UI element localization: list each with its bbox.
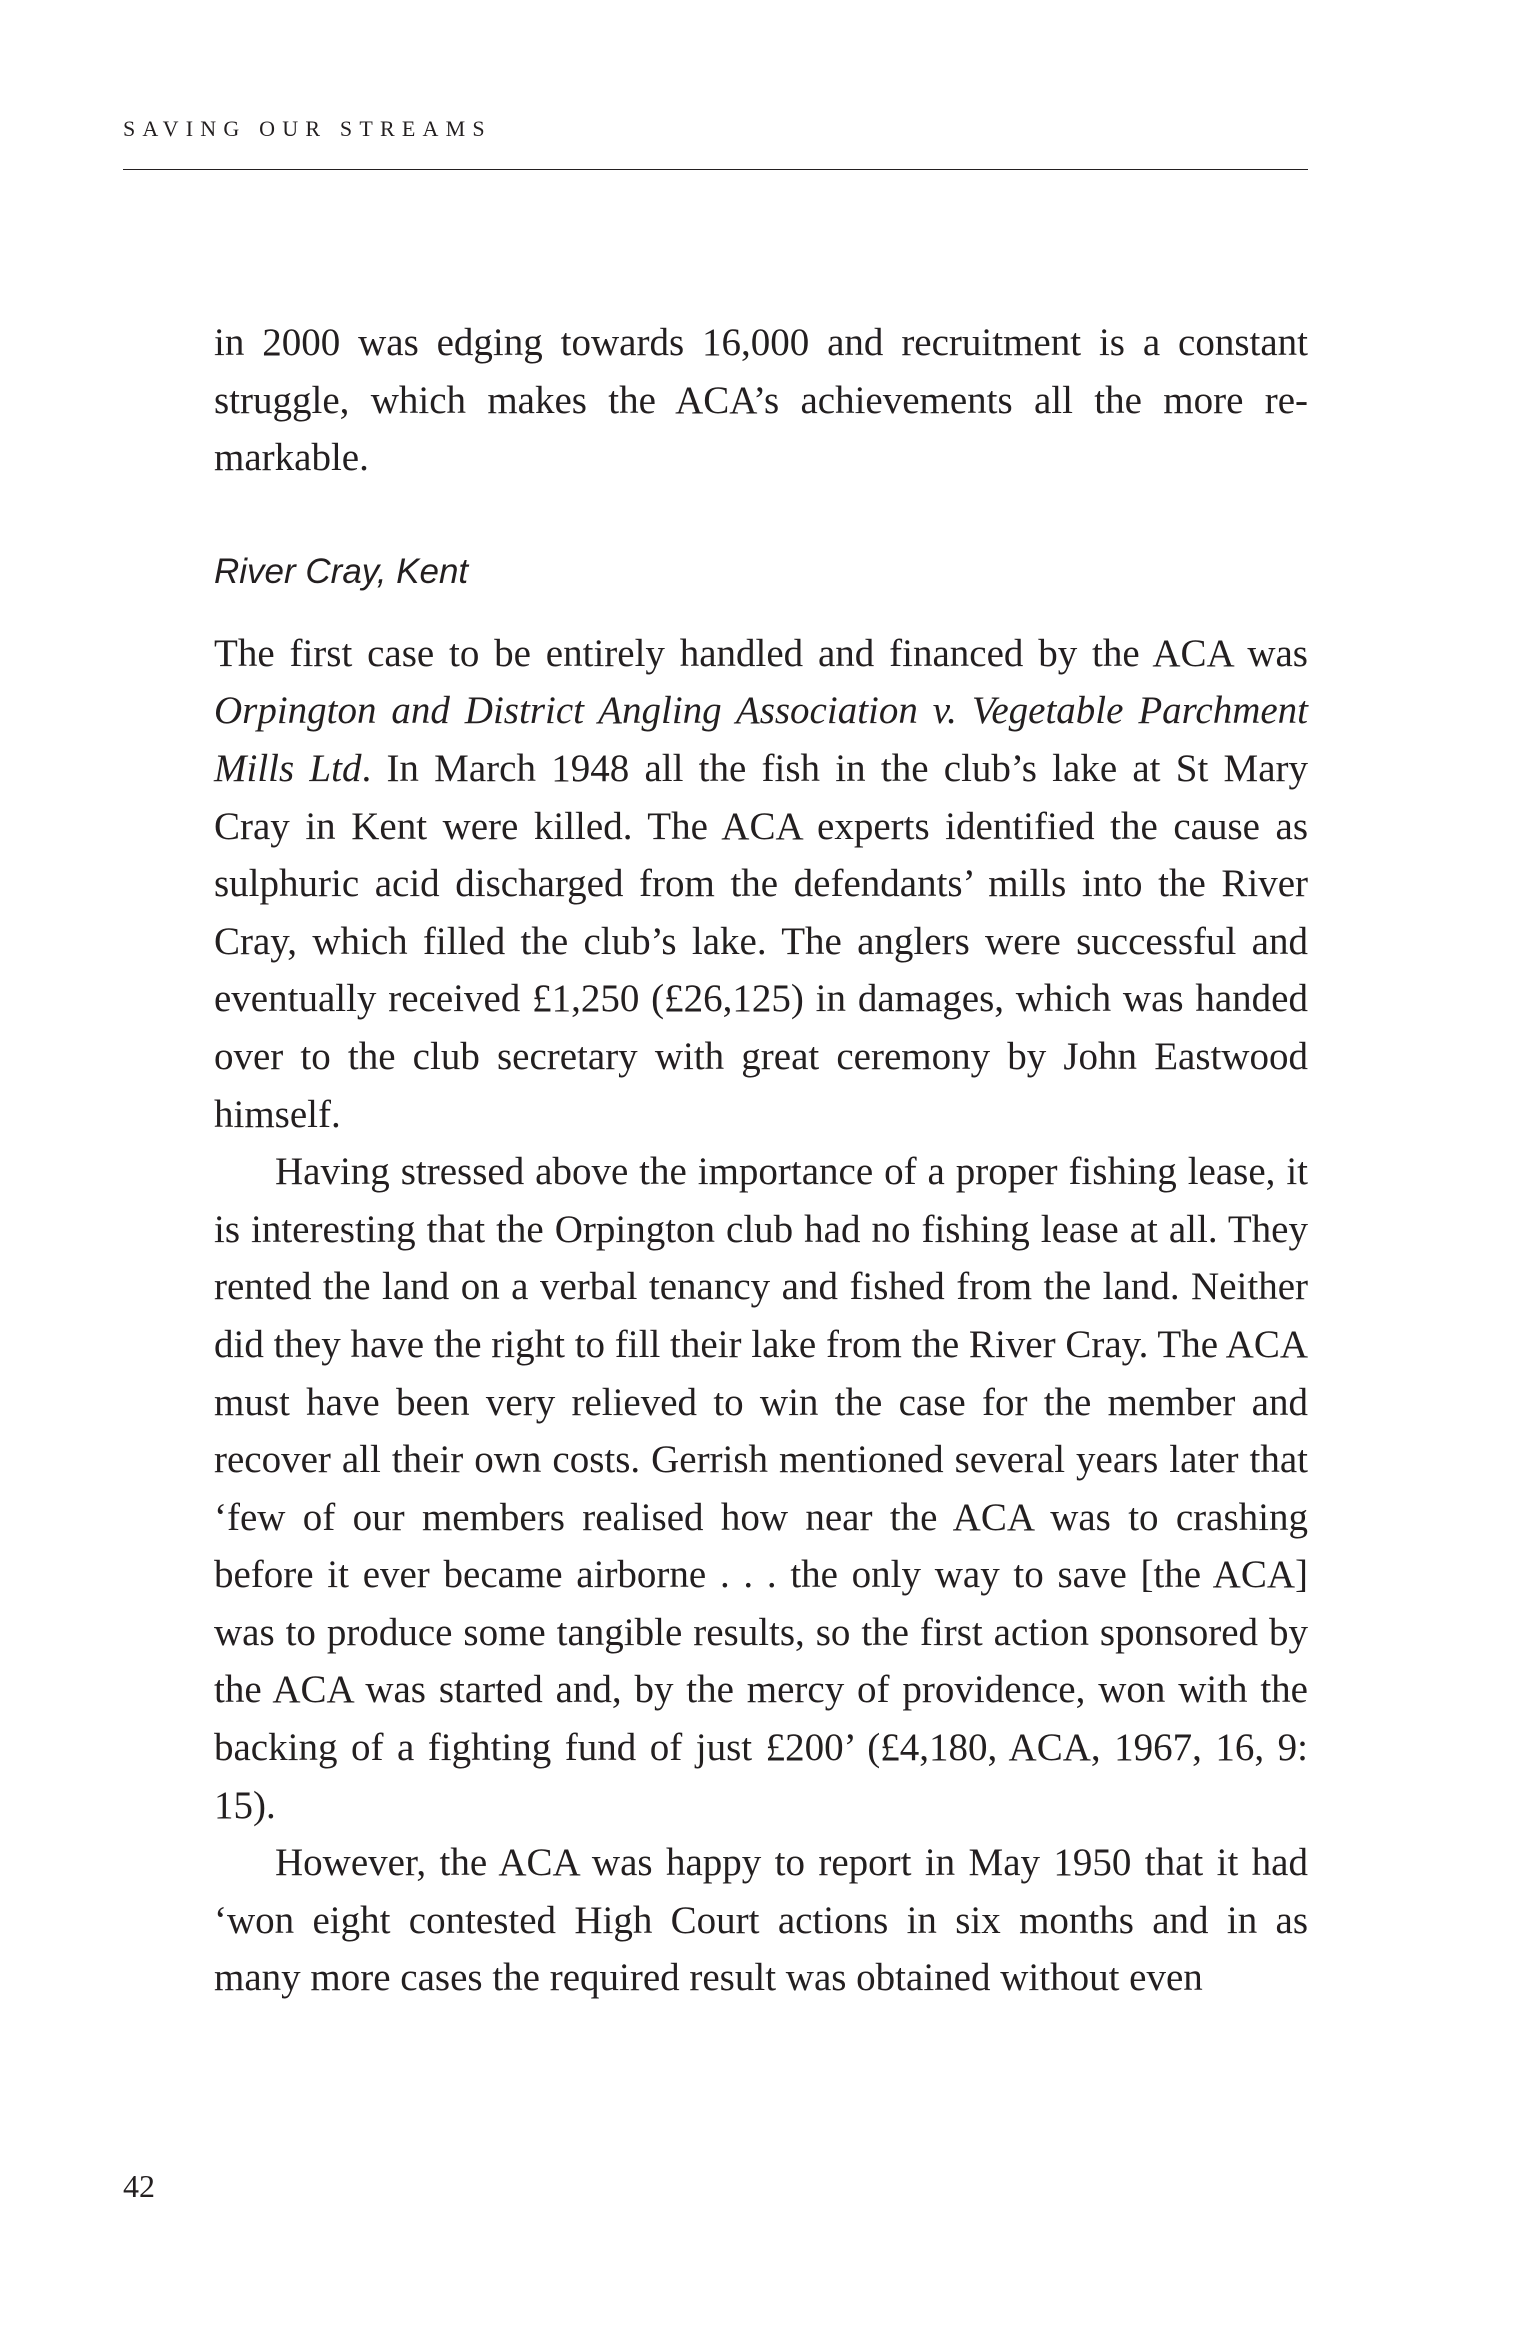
body-text <box>214 314 1308 2007</box>
paragraph-2: Having stressed above the importance of a proper fishing lease, it is interesting that the Orpington club had no fishing lease at all. They rented the land on a verbal tenancy and fished from the land. Neither did they have the right to fill their lake from the River Cray. The ACA must have been very relieved to win the case for the member and recover all their own costs. Gerrish mentioned several years later that ‘few of our members realised how near the ACA was to crashing before it ever became airborne . . . the only way to save [the ACA] was to produce some tangible results, so the first action sponsored by the ACA was started and, by the mercy of providence, won with the backing of a fighting fund of just £200’ (£4,180, ACA, 1967, 16, 9: 15). <box>214 1150 1308 1827</box>
section-heading: River Cray, Kent <box>214 551 469 591</box>
header-rule <box>123 169 1308 170</box>
paragraph-3: However, the ACA was happy to report in May 1950 that it had ‘won eight contested High Court actions in six months and in as many more cases the required result was obtained without even <box>214 1841 1308 2000</box>
paragraph-1 <box>214 625 1308 1143</box>
paragraph-continued: in 2000 was edging towards 16,000 and recruitment is a constant struggle, which makes the ACA’s achievements all the more remarkable. <box>214 321 1308 480</box>
case-name: Orpington and District Angling Association v. Vegetable Parchment Mills Ltd <box>214 689 1308 790</box>
page-number: 42 <box>123 2168 155 2204</box>
paragraph-1-lead: The first case to be entirely handled and financed by the ACA was <box>214 631 1308 675</box>
paragraph-1-rest: . In March 1948 all the fish in the club’s lake at St Mary Cray in Kent were killed. The ACA experts identified the cause as sulphuric acid discharged from the defendants’ mills into the River Cray, which filled the club’s lake. The anglers were successful and eventually received £1,250 (£26,125) in damages, which was handed over to the club secretary with great ceremony by John Eastwood himself. <box>214 746 1309 1136</box>
running-head: SAVING OUR STREAMS <box>123 116 492 141</box>
